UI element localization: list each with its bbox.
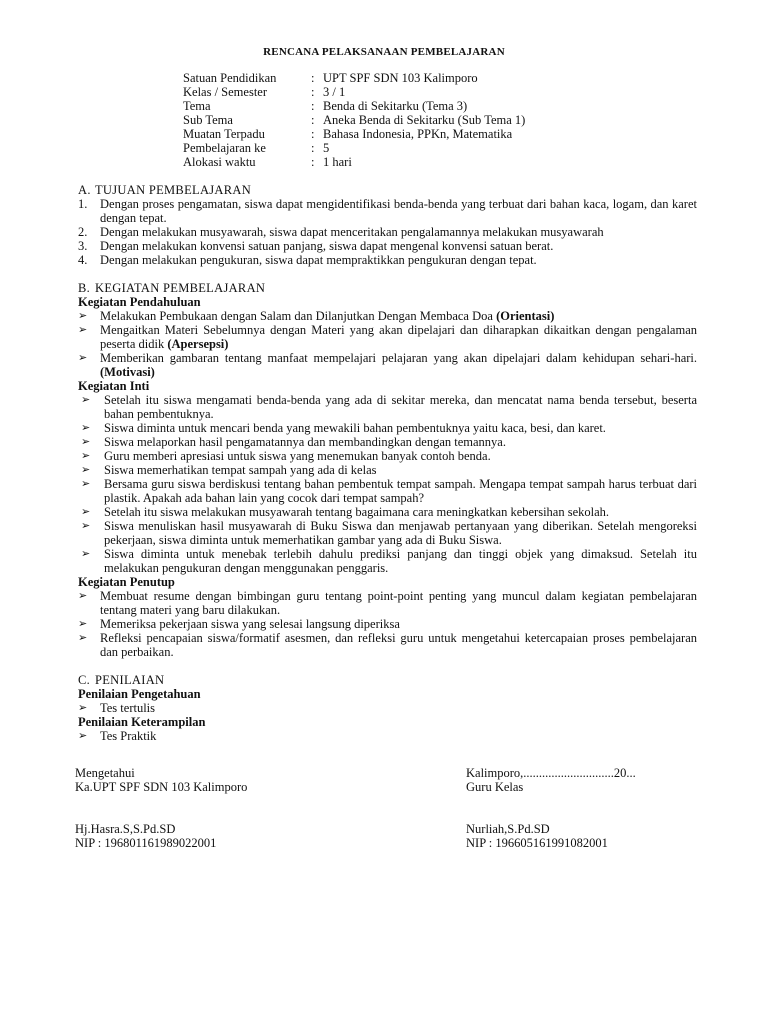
item-text: Memeriksa pekerjaan siswa yang selesai langsung diperiksa (100, 617, 400, 631)
section-title: TUJUAN PEMBELAJARAN (95, 183, 252, 197)
arrowhead-bullet-icon: ➢ (78, 309, 88, 322)
item-text: Memberikan gambaran tentang manfaat mempelajari pelajaran yang akan dipelajari dalam kehidupan sehari-hari. (100, 351, 697, 365)
identity-label: Alokasi waktu (183, 155, 256, 169)
identity-separator: : (311, 71, 315, 85)
identity-row (183, 155, 525, 169)
list-item (78, 351, 697, 379)
item-text: Guru memberi apresiasi untuk siswa yang menemukan banyak contoh benda. (104, 449, 491, 463)
sign-right-line1: Kalimporo,.............................20... (466, 766, 636, 780)
list-item (78, 239, 697, 253)
kegiatan-inti-heading: Kegiatan Inti (78, 379, 150, 393)
identity-label: Sub Tema (183, 113, 233, 127)
identity-value: 5 (323, 141, 330, 155)
item-number: 4. (78, 253, 88, 267)
identity-value: Benda di Sekitarku (Tema 3) (323, 99, 468, 113)
arrowhead-bullet-icon: ➢ (78, 631, 88, 644)
arrowhead-bullet-icon: ➢ (81, 449, 91, 462)
identity-separator: : (311, 99, 315, 113)
section-letter: A. (78, 183, 91, 197)
identity-label: Muatan Terpadu (183, 127, 265, 141)
sign-left-line1: Mengetahui (75, 766, 135, 780)
arrowhead-bullet-icon: ➢ (78, 617, 88, 630)
identity-row (183, 127, 525, 141)
section-a-heading (78, 183, 697, 197)
identity-value: 1 hari (323, 155, 352, 169)
arrowhead-bullet-icon: ➢ (81, 547, 91, 560)
arrowhead-bullet-icon: ➢ (81, 421, 91, 434)
arrowhead-bullet-icon: ➢ (78, 589, 88, 602)
list-item (78, 463, 697, 477)
identity-row (183, 141, 525, 155)
identity-value: UPT SPF SDN 103 Kalimporo (323, 71, 478, 85)
document-body (78, 183, 697, 743)
kegiatan-penutup-heading: Kegiatan Penutup (78, 575, 175, 589)
arrowhead-bullet-icon: ➢ (78, 729, 88, 742)
penutup-list (78, 589, 697, 659)
document-title: RENCANA PELAKSANAAN PEMBELAJARAN (263, 46, 505, 58)
identity-value: Bahasa Indonesia, PPKn, Matematika (323, 127, 513, 141)
list-item (78, 197, 697, 225)
identity-row (183, 113, 525, 127)
item-text: Dengan proses pengamatan, siswa dapat mengidentifikasi benda-benda yang terbuat dari bahan kaca, logam, dan karet dengan tepat. (100, 197, 697, 225)
list-item (78, 729, 697, 743)
section-b-heading (78, 281, 697, 295)
signature-left-name (75, 822, 216, 850)
tujuan-list (78, 197, 697, 267)
arrowhead-bullet-icon: ➢ (81, 519, 91, 532)
arrowhead-bullet-icon: ➢ (81, 477, 91, 490)
section-letter: C. (78, 673, 91, 687)
item-text: Dengan melakukan pengukuran, siswa dapat mempraktikkan pengukuran dengan tepat. (100, 253, 537, 267)
identity-separator: : (311, 113, 315, 127)
sign-right-name: Nurliah,S.Pd.SD (466, 822, 550, 836)
arrowhead-bullet-icon: ➢ (78, 351, 88, 364)
penilaian-pengetahuan-heading: Penilaian Pengetahuan (78, 687, 201, 701)
section-c-heading (78, 673, 697, 687)
identity-row (183, 71, 525, 85)
list-item (78, 477, 697, 505)
identity-label: Pembelajaran ke (183, 141, 266, 155)
list-item (78, 449, 697, 463)
item-number: 2. (78, 225, 88, 239)
pengetahuan-list (78, 701, 697, 715)
identity-separator: : (311, 85, 315, 99)
inti-list (78, 393, 697, 575)
list-item (78, 505, 697, 519)
item-text: Siswa menuliskan hasil musyawarah di Buku Siswa dan menjawab pertanyaan yang diberikan. Setelah mengoreksi pekerjaan, siswa diminta untuk memerhatikan gambar yang ada di Buku Siswa. (104, 519, 697, 547)
list-item (78, 435, 697, 449)
sign-left-line2: Ka.UPT SPF SDN 103 Kalimporo (75, 780, 248, 794)
item-tag: (Motivasi) (100, 365, 155, 379)
item-text: Mengaitkan Materi Sebelumnya dengan Materi yang akan dipelajari dan diharapkan dikaitkan dengan pengalaman peserta didik (100, 323, 697, 351)
identity-label: Kelas / Semester (183, 85, 268, 99)
arrowhead-bullet-icon: ➢ (81, 505, 91, 518)
item-text: Setelah itu siswa mengamati benda-benda yang ada di sekitar mereka, dan mencatat nama benda tersebut, beserta bahan pembentuknya. (104, 393, 697, 421)
identity-value: Aneka Benda di Sekitarku (Sub Tema 1) (323, 113, 526, 127)
item-text: Siswa diminta untuk mencari benda yang mewakili bahan pembentuknya yaitu kaca, besi, dan karet. (104, 421, 606, 435)
identity-label: Satuan Pendidikan (183, 71, 277, 85)
item-text: Setelah itu siswa melakukan musyawarah tentang bagaimana cara meningkatkan kebersihan sekolah. (104, 505, 610, 519)
item-text: Siswa memerhatikan tempat sampah yang ada di kelas (104, 463, 377, 477)
signature-right (466, 766, 636, 794)
identity-separator: : (311, 155, 315, 169)
item-text: Tes tertulis (100, 701, 156, 715)
sign-right-line2: Guru Kelas (466, 780, 524, 794)
section-title: KEGIATAN PEMBELAJARAN (95, 281, 266, 295)
list-item (78, 323, 697, 351)
item-text: Membuat resume dengan bimbingan guru tentang point-point penting yang muncul dalam kegiatan pembelajaran tentang materi yang baru dilakukan. (100, 589, 697, 617)
item-text: Siswa melaporkan hasil pengamatannya dan membandingkan dengan temannya. (104, 435, 506, 449)
arrowhead-bullet-icon: ➢ (78, 701, 88, 714)
item-number: 1. (78, 197, 88, 211)
list-item (78, 617, 697, 631)
list-item (78, 589, 697, 617)
list-item (78, 225, 697, 239)
item-text: Tes Praktik (100, 729, 157, 743)
penilaian-keterampilan-heading: Penilaian Keterampilan (78, 715, 206, 729)
identity-separator: : (311, 141, 315, 155)
signature-left (75, 766, 247, 794)
item-text: Refleksi pencapaian siswa/formatif asesmen, dan refleksi guru untuk mengetahui ketercapaian proses pembelajaran dan perbaikan. (100, 631, 697, 659)
list-item (78, 701, 697, 715)
sign-left-nip: NIP : 196801161989022001 (75, 836, 217, 850)
item-number: 3. (78, 239, 88, 253)
pendahuluan-list (78, 309, 697, 379)
section-letter: B. (78, 281, 91, 295)
arrowhead-bullet-icon: ➢ (78, 323, 88, 336)
identity-value: 3 / 1 (323, 85, 346, 99)
identity-separator: : (311, 127, 315, 141)
item-text: Bersama guru siswa berdiskusi tentang bahan pembentuk tempat sampah. Mengapa tempat sampah harus terbuat dari plastik. Apakah ada bahan lain yang cocok dari tempat sampah? (104, 477, 697, 505)
identity-table (183, 71, 525, 169)
item-text: Dengan melakukan musyawarah, siswa dapat menceritakan pengalamannya melakukan musyawarah (100, 225, 604, 239)
list-item (78, 253, 697, 267)
item-tag: (Apersepsi) (167, 337, 229, 351)
keterampilan-list (78, 729, 697, 743)
list-item (78, 547, 697, 575)
list-item (78, 519, 697, 547)
identity-row (183, 85, 525, 99)
kegiatan-pendahuluan-heading: Kegiatan Pendahuluan (78, 295, 201, 309)
sign-left-name: Hj.Hasra.S,S.Pd.SD (75, 822, 176, 836)
list-item (78, 421, 697, 435)
item-text: Melakukan Pembukaan dengan Salam dan Dilanjutkan Dengan Membaca Doa (100, 309, 497, 323)
arrowhead-bullet-icon: ➢ (81, 435, 91, 448)
signature-right-name (466, 822, 608, 850)
list-item (78, 393, 697, 421)
item-text: Dengan melakukan konvensi satuan panjang, siswa dapat mengenal konvensi satuan berat. (100, 239, 554, 253)
sign-right-nip: NIP : 196605161991082001 (466, 836, 608, 850)
item-tag: (Orientasi) (496, 309, 555, 323)
arrowhead-bullet-icon: ➢ (81, 393, 91, 406)
identity-row (183, 99, 525, 113)
list-item (78, 309, 697, 323)
arrowhead-bullet-icon: ➢ (81, 463, 91, 476)
list-item (78, 631, 697, 659)
identity-label: Tema (183, 99, 211, 113)
section-title: PENILAIAN (95, 673, 165, 687)
item-text: Siswa diminta untuk menebak terlebih dahulu prediksi panjang dan tinggi objek yang dimaksud. Setelah itu melakukan pengukuran dengan menggunakan penggaris. (104, 547, 697, 575)
